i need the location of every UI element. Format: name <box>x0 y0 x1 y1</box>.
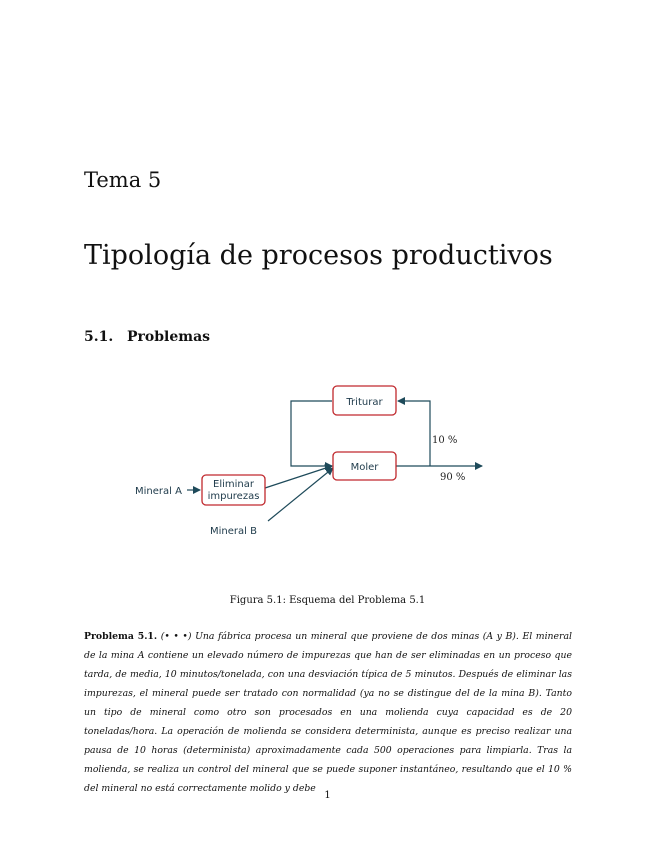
flow-triturar-to-moler <box>291 401 332 466</box>
problem-difficulty: (• • •) <box>160 631 192 642</box>
page-number: 1 <box>324 790 331 801</box>
problem-text: Una fábrica procesa un mineral que proviene de dos minas (A y B). El mineral de la mina A contiene un elevado número de impurezas que han de ser eliminadas en un proceso que tarda, de media, 10 minutos/tonelada, con una desviación típica de 5 minutos. Después de eliminar las impurezas, el mineral puede ser tratado con normalidad (ya no se distingue del de la mina B). Tanto un tipo de mineral como otro son procesados en una molienda cuya capacidad es de 20 toneladas/hora. La operación de molienda se considera determinista, aunque es preciso realizar una pausa de 10 horas (determinista) aproximadamente cada 500 operaciones para limpiarla. Tras la molienda, se realiza un control del mineral que se puede suponer instantáneo, resultando que el 10 % del mineral no está correctamente molido y debe <box>84 631 572 794</box>
problem-label: Problema 5.1. <box>84 631 158 642</box>
section-number: 5.1. <box>84 329 114 345</box>
moler-label: Moler <box>350 462 379 473</box>
section-heading <box>84 329 210 345</box>
eliminar-label-line1: Eliminar <box>213 479 254 490</box>
pct-90-label: 90 % <box>440 472 466 483</box>
process-diagram <box>120 378 500 548</box>
mineral-b-label: Mineral B <box>210 526 257 537</box>
chapter-title: Tipología de procesos productivos <box>84 240 553 271</box>
problem-statement <box>84 627 572 798</box>
section-label: Problemas <box>127 329 211 345</box>
triturar-label: Triturar <box>346 397 383 408</box>
flow-recycle-to-triturar <box>398 401 430 466</box>
eliminar-label-line2: impurezas <box>207 491 260 502</box>
figure-caption: Figura 5.1: Esquema del Problema 5.1 <box>229 595 426 606</box>
mineral-a-label: Mineral A <box>135 486 182 497</box>
chapter-heading: Tema 5 <box>84 168 162 192</box>
pct-10-label: 10 % <box>432 435 458 446</box>
